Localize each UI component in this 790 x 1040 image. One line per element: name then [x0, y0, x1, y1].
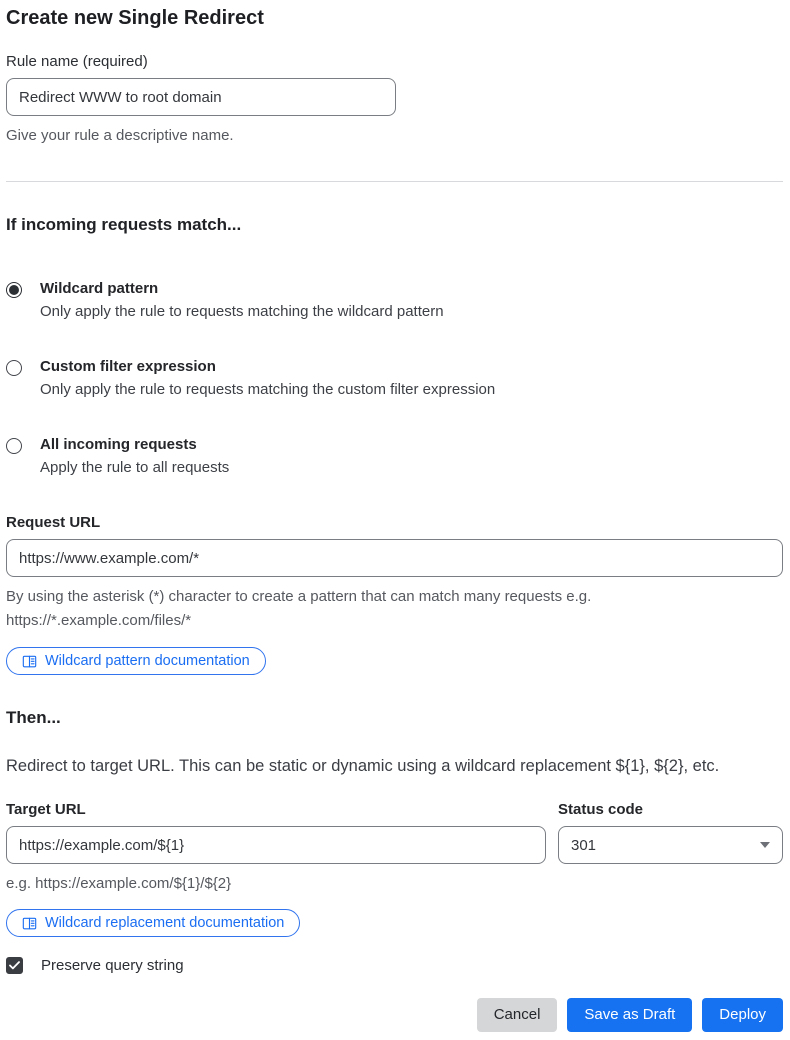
wildcard-pattern-doc-button[interactable]	[6, 647, 266, 675]
doc-button-label: Wildcard pattern documentation	[45, 653, 250, 669]
status-code-field	[558, 801, 783, 896]
radio-button-icon[interactable]	[6, 282, 22, 298]
save-as-draft-button[interactable]: Save as Draft	[567, 998, 692, 1032]
wildcard-replacement-doc-button[interactable]	[6, 909, 300, 937]
target-url-helper: e.g. https://example.com/${1}/${2}	[6, 875, 232, 892]
match-type-radio-group	[6, 280, 783, 477]
rule-name-label: Rule name (required)	[6, 53, 148, 70]
checkmark-icon	[9, 961, 20, 970]
request-url-helper: By using the asterisk (*) character to create a pattern that can match many requests e.g. https://*.example.com/files/*	[6, 588, 592, 629]
rule-name-helper: Give your rule a descriptive name.	[6, 127, 234, 144]
status-code-select[interactable]	[558, 826, 783, 864]
radio-option-wildcard-pattern[interactable]	[6, 280, 783, 321]
rule-name-input[interactable]	[6, 78, 396, 116]
caret-down-icon	[760, 842, 770, 848]
deploy-button[interactable]: Deploy	[702, 998, 783, 1032]
radio-button-icon[interactable]	[6, 438, 22, 454]
page-title: Create new Single Redirect	[6, 7, 264, 29]
target-url-label: Target URL	[6, 801, 86, 818]
preserve-query-string-label: Preserve query string	[41, 957, 184, 974]
rule-name-field	[6, 53, 783, 148]
radio-option-texts	[40, 358, 495, 399]
book-icon	[22, 654, 37, 669]
then-section-description: Redirect to target URL. This can be static or dynamic using a wildcard replacement ${1}, ${2}, etc.	[6, 757, 720, 775]
target-url-input[interactable]	[6, 826, 546, 864]
checkbox-icon[interactable]	[6, 957, 23, 974]
radio-option-label: Custom filter expression	[40, 358, 216, 375]
match-section-heading: If incoming requests match...	[6, 215, 242, 234]
form-action-bar	[6, 998, 783, 1032]
request-url-input[interactable]	[6, 539, 783, 577]
target-and-status-row	[6, 801, 783, 896]
cancel-button[interactable]: Cancel	[477, 998, 558, 1032]
radio-option-description: Apply the rule to all requests	[40, 459, 230, 476]
radio-option-description: Only apply the rule to requests matching the wildcard pattern	[40, 303, 444, 320]
radio-option-texts	[40, 280, 444, 321]
then-section-heading: Then...	[6, 708, 61, 727]
preserve-query-string-row[interactable]	[6, 957, 783, 974]
radio-button-icon[interactable]	[6, 360, 22, 376]
radio-option-description: Only apply the rule to requests matching the custom filter expression	[40, 381, 496, 398]
doc-button-label: Wildcard replacement documentation	[45, 915, 285, 931]
radio-option-label: Wildcard pattern	[40, 280, 159, 297]
radio-option-all-incoming-requests[interactable]	[6, 436, 783, 477]
radio-option-label: All incoming requests	[40, 436, 197, 453]
radio-option-texts	[40, 436, 229, 477]
radio-option-custom-filter-expression[interactable]	[6, 358, 783, 399]
target-url-field	[6, 801, 546, 896]
section-divider	[6, 181, 783, 182]
status-code-label: Status code	[558, 801, 644, 818]
book-icon	[22, 916, 37, 931]
request-url-label: Request URL	[6, 514, 101, 531]
request-url-field	[6, 514, 783, 633]
status-code-value: 301	[571, 836, 597, 854]
